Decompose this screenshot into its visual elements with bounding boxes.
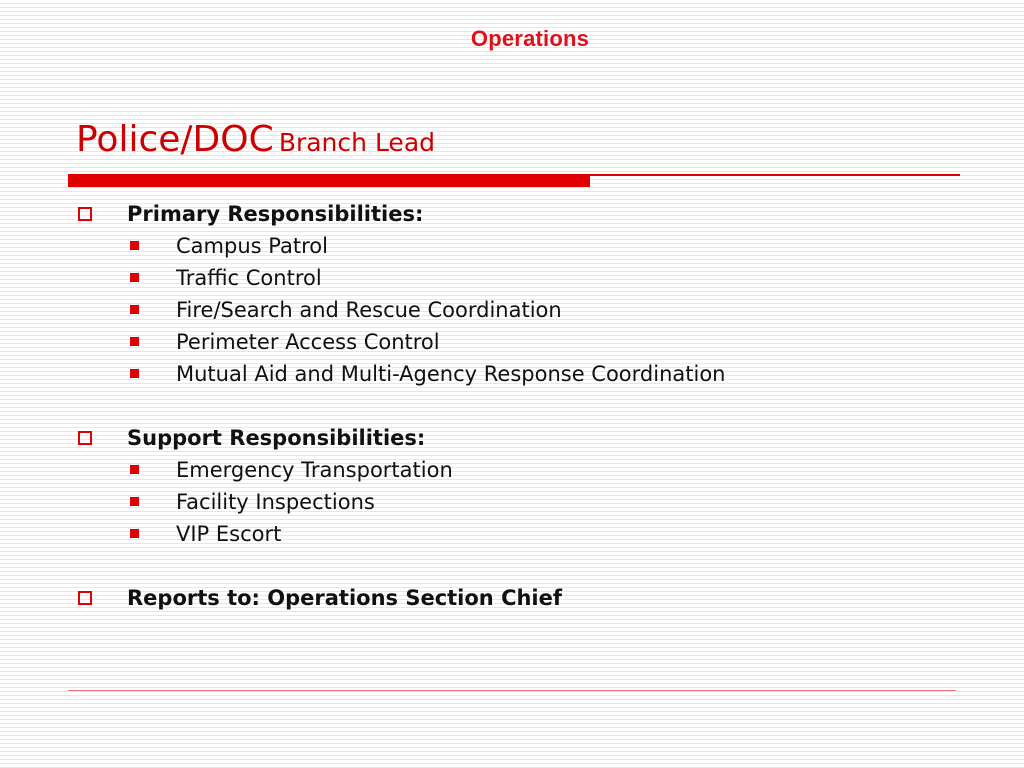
content-area [76,198,956,646]
list-item [76,486,956,518]
filled-square-icon [130,465,139,474]
list-item [76,358,956,390]
list-item-text: Perimeter Access Control [176,330,440,354]
section-heading [76,582,956,614]
filled-square-icon [130,337,139,346]
list-item-text: Mutual Aid and Multi-Agency Response Coordination [176,362,726,386]
section-reports-to [76,582,956,614]
slide-title [76,119,436,160]
list-item-text: Fire/Search and Rescue Coordination [176,298,562,322]
list-item-text: Campus Patrol [176,234,328,258]
slide-title-sub: Branch Lead [278,128,436,157]
hollow-square-icon [78,591,92,605]
filled-square-icon [130,273,139,282]
filled-square-icon [130,529,139,538]
filled-square-icon [130,305,139,314]
title-underline-thin [590,174,960,176]
list-item [76,294,956,326]
filled-square-icon [130,497,139,506]
section-header: Operations [470,26,590,51]
section-heading [76,198,956,230]
list-item [76,518,956,550]
bullet-list [76,230,956,390]
list-item-text: VIP Escort [176,522,282,546]
list-item [76,454,956,486]
list-item-text: Facility Inspections [176,490,375,514]
filled-square-icon [130,241,139,250]
section-heading [76,422,956,454]
section-support [76,422,956,550]
filled-square-icon [130,369,139,378]
slide-title-main: Police/DOC [76,119,274,160]
hollow-square-icon [78,431,92,445]
section-heading-text: Reports to: Operations Section Chief [127,586,563,610]
title-underline-thick [68,174,590,187]
bullet-list [76,454,956,550]
section-heading-text: Support Responsibilities: [127,426,426,450]
list-item [76,230,956,262]
list-item-text: Traffic Control [176,266,322,290]
hollow-square-icon [78,207,92,221]
footer-divider [68,690,956,691]
section-heading-text: Primary Responsibilities: [127,202,424,226]
list-item [76,262,956,294]
section-primary [76,198,956,390]
list-item-text: Emergency Transportation [176,458,453,482]
list-item [76,326,956,358]
